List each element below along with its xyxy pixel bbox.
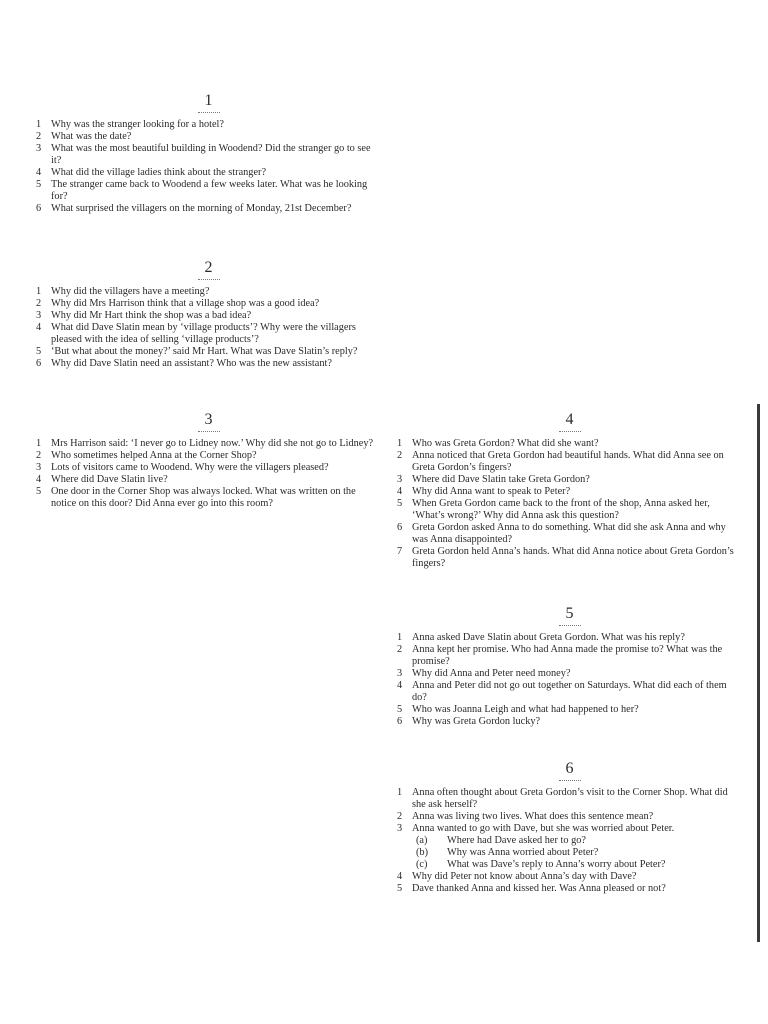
section-1 xyxy=(36,92,381,215)
sub-question-item: (a) Where had Dave asked her to go? xyxy=(416,835,586,846)
section-4 xyxy=(397,411,742,570)
section-2 xyxy=(36,259,381,370)
question-item: 1 Anna asked Dave Slatin about Greta Gordon. What was his reply? xyxy=(397,632,685,643)
section-number: 6 xyxy=(397,760,742,781)
section-3 xyxy=(36,411,381,510)
question-item: 4 What did the village ladies think about the stranger? xyxy=(36,167,267,178)
question-item: 2 Why did Mrs Harrison think that a village shop was a good idea? xyxy=(36,298,320,309)
question-item: 5 When Greta Gordon came back to the front of the shop, Anna asked her, ‘What’s wrong?’ Why did Anna ask this question? xyxy=(397,498,710,521)
question-list xyxy=(397,632,742,728)
question-item: 4 Anna and Peter did not go out together on Saturdays. What did each of them do? xyxy=(397,680,727,703)
question-item: 2 Who sometimes helped Anna at the Corner Shop? xyxy=(36,450,257,461)
question-item: 6 Why did Dave Slatin need an assistant? Who was the new assistant? xyxy=(36,358,332,369)
question-list xyxy=(36,286,381,370)
question-item: 5 Dave thanked Anna and kissed her. Was Anna pleased or not? xyxy=(397,883,666,894)
section-number: 3 xyxy=(36,411,381,432)
question-item: 1 Anna often thought about Greta Gordon’s visit to the Corner Shop. What did she ask herself? xyxy=(397,787,728,810)
question-list xyxy=(397,787,742,895)
question-item: 3 Why did Mr Hart think the shop was a bad idea? xyxy=(36,310,252,321)
question-list xyxy=(36,438,381,510)
sub-question-item: (c) What was Dave’s reply to Anna’s worry about Peter? xyxy=(416,859,666,870)
question-item: 3 Why did Anna and Peter need money? xyxy=(397,668,571,679)
question-item: 3 Lots of visitors came to Woodend. Why were the villagers pleased? xyxy=(36,462,329,473)
question-item: 7 Greta Gordon held Anna’s hands. What did Anna notice about Greta Gordon’s fingers? xyxy=(397,546,734,569)
question-item: 3 Where did Dave Slatin take Greta Gordon? xyxy=(397,474,590,485)
question-item: 4 Where did Dave Slatin live? xyxy=(36,474,168,485)
sub-question-item: (b) Why was Anna worried about Peter? xyxy=(416,847,599,858)
section-number: 4 xyxy=(397,411,742,432)
question-item: 6 What surprised the villagers on the morning of Monday, 21st December? xyxy=(36,203,352,214)
question-item: 4 What did Dave Slatin mean by ‘village products’? Why were the villagers pleased with the idea of selling ‘village products’? xyxy=(36,322,356,345)
question-item: 3 Anna wanted to go with Dave, but she was worried about Peter. (a) Where had Dave asked her to go? (b) Why was Anna worried about Peter? (c) What was Dave’s reply to Anna’s worry about Peter? xyxy=(397,823,742,871)
section-6 xyxy=(397,760,742,895)
question-item: 2 Anna noticed that Greta Gordon had beautiful hands. What did Anna see on Greta Gordon’s fingers? xyxy=(397,450,724,473)
section-number: 2 xyxy=(36,259,381,280)
question-item: 4 Why did Peter not know about Anna’s day with Dave? xyxy=(397,871,637,882)
page-edge-rule xyxy=(757,404,760,942)
question-item: 1 Why did the villagers have a meeting? xyxy=(36,286,210,297)
question-item: 1 Mrs Harrison said: ‘I never go to Lidney now.’ Why did she not go to Lidney? xyxy=(36,438,374,449)
question-item: 5 ‘But what about the money?’ said Mr Hart. What was Dave Slatin’s reply? xyxy=(36,346,358,357)
question-item: 2 Anna was living two lives. What does this sentence mean? xyxy=(397,811,654,822)
question-item: 3 What was the most beautiful building in Woodend? Did the stranger go to see it? xyxy=(36,143,371,166)
question-item: 6 Why was Greta Gordon lucky? xyxy=(397,716,541,727)
question-item: 5 One door in the Corner Shop was always locked. What was written on the notice on this door? Did Anna ever go into this room? xyxy=(36,486,356,509)
question-item: 1 Why was the stranger looking for a hotel? xyxy=(36,119,224,130)
question-item: 2 Anna kept her promise. Who had Anna made the promise to? What was the promise? xyxy=(397,644,723,667)
question-list xyxy=(36,119,381,215)
question-item: 4 Why did Anna want to speak to Peter? xyxy=(397,486,571,497)
question-list xyxy=(397,438,742,570)
question-item: 2 What was the date? xyxy=(36,131,132,142)
section-number: 1 xyxy=(36,92,381,113)
sub-question-list xyxy=(412,835,742,871)
question-item: 5 Who was Joanna Leigh and what had happened to her? xyxy=(397,704,639,715)
section-5 xyxy=(397,605,742,728)
question-item: 5 The stranger came back to Woodend a few weeks later. What was he looking for? xyxy=(36,179,368,202)
section-number: 5 xyxy=(397,605,742,626)
question-item: 6 Greta Gordon asked Anna to do something. What did she ask Anna and why was Anna disappointed? xyxy=(397,522,726,545)
question-item: 1 Who was Greta Gordon? What did she want? xyxy=(397,438,599,449)
